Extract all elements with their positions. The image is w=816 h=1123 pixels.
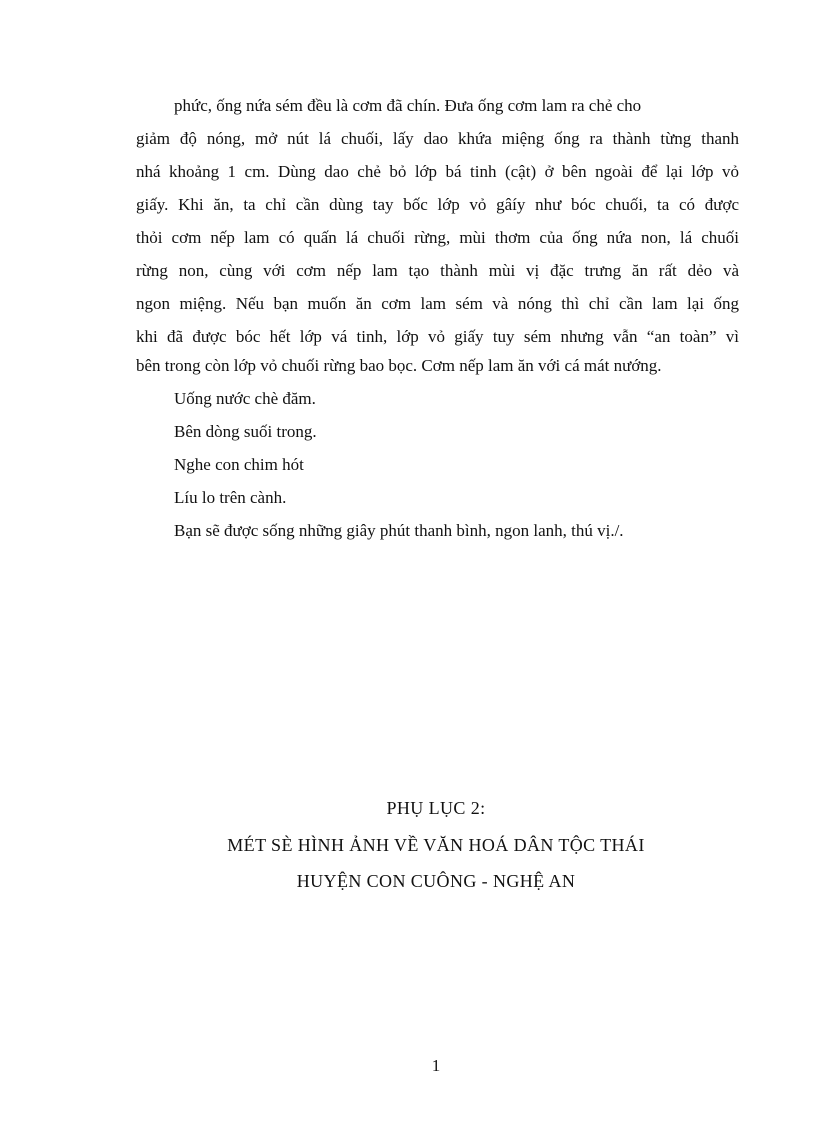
verse-line-5: Bạn sẽ được sống những giây phút thanh bình, ngon lanh, thú vị./.: [174, 521, 624, 540]
paragraph-line-7: ngon miệng. Nếu bạn muốn ăn cơm lam sém và nóng thì chỉ cần lam lại ống: [136, 294, 739, 313]
paragraph-line-5: thỏi cơm nếp lam có quấn lá chuối rừng, mùi thơm của ống nứa non, lá chuối: [136, 228, 739, 247]
paragraph-line-4: giấy. Khi ăn, ta chỉ cần dùng tay bốc lớp vỏ gâíy như bóc chuối, ta có được: [136, 195, 739, 214]
paragraph-line-2: giảm độ nóng, mở nút lá chuối, lấy dao khứa miệng ống ra thành từng thanh: [136, 129, 739, 148]
appendix-subtitle-line-1: MÉT SÈ HÌNH ẢNH VỀ VĂN HOÁ DÂN TỘC THÁI: [227, 835, 645, 855]
verse-line-4: Líu lo trên cành.: [174, 488, 287, 507]
appendix-title: PHỤ LỤC 2:: [386, 798, 486, 818]
paragraph-line-1: phức, ống nứa sém đều là cơm đã chín. Đưa ống cơm lam ra chẻ cho: [174, 96, 642, 115]
verse-line-2: Bên dòng suối trong.: [174, 422, 317, 441]
paragraph-line-3: nhá khoảng 1 cm. Dùng dao chẻ bỏ lớp bá tinh (cật) ở bên ngoài để lại lớp vỏ: [136, 162, 739, 181]
appendix-subtitle-line-2: HUYỆN CON CUÔNG - NGHỆ AN: [296, 871, 576, 891]
verse-line-3: Nghe con chim hót: [174, 455, 304, 474]
paragraph-line-6: rừng non, cùng với cơm nếp lam tạo thành mùi vị đặc trưng ăn rất dẻo và: [136, 261, 739, 280]
paragraph-line-9: bên trong còn lớp vỏ chuối rừng bao bọc. Cơm nếp lam ăn với cá mát nướng.: [136, 356, 662, 375]
paragraph-line-8: khi đã được bóc hết lớp vá tinh, lớp vỏ giấy tuy sém nhưng vẫn “an toàn” vì: [136, 327, 739, 346]
verse-line-1: Uống nước chè đăm.: [174, 389, 316, 408]
page-number: 1: [431, 1056, 441, 1075]
